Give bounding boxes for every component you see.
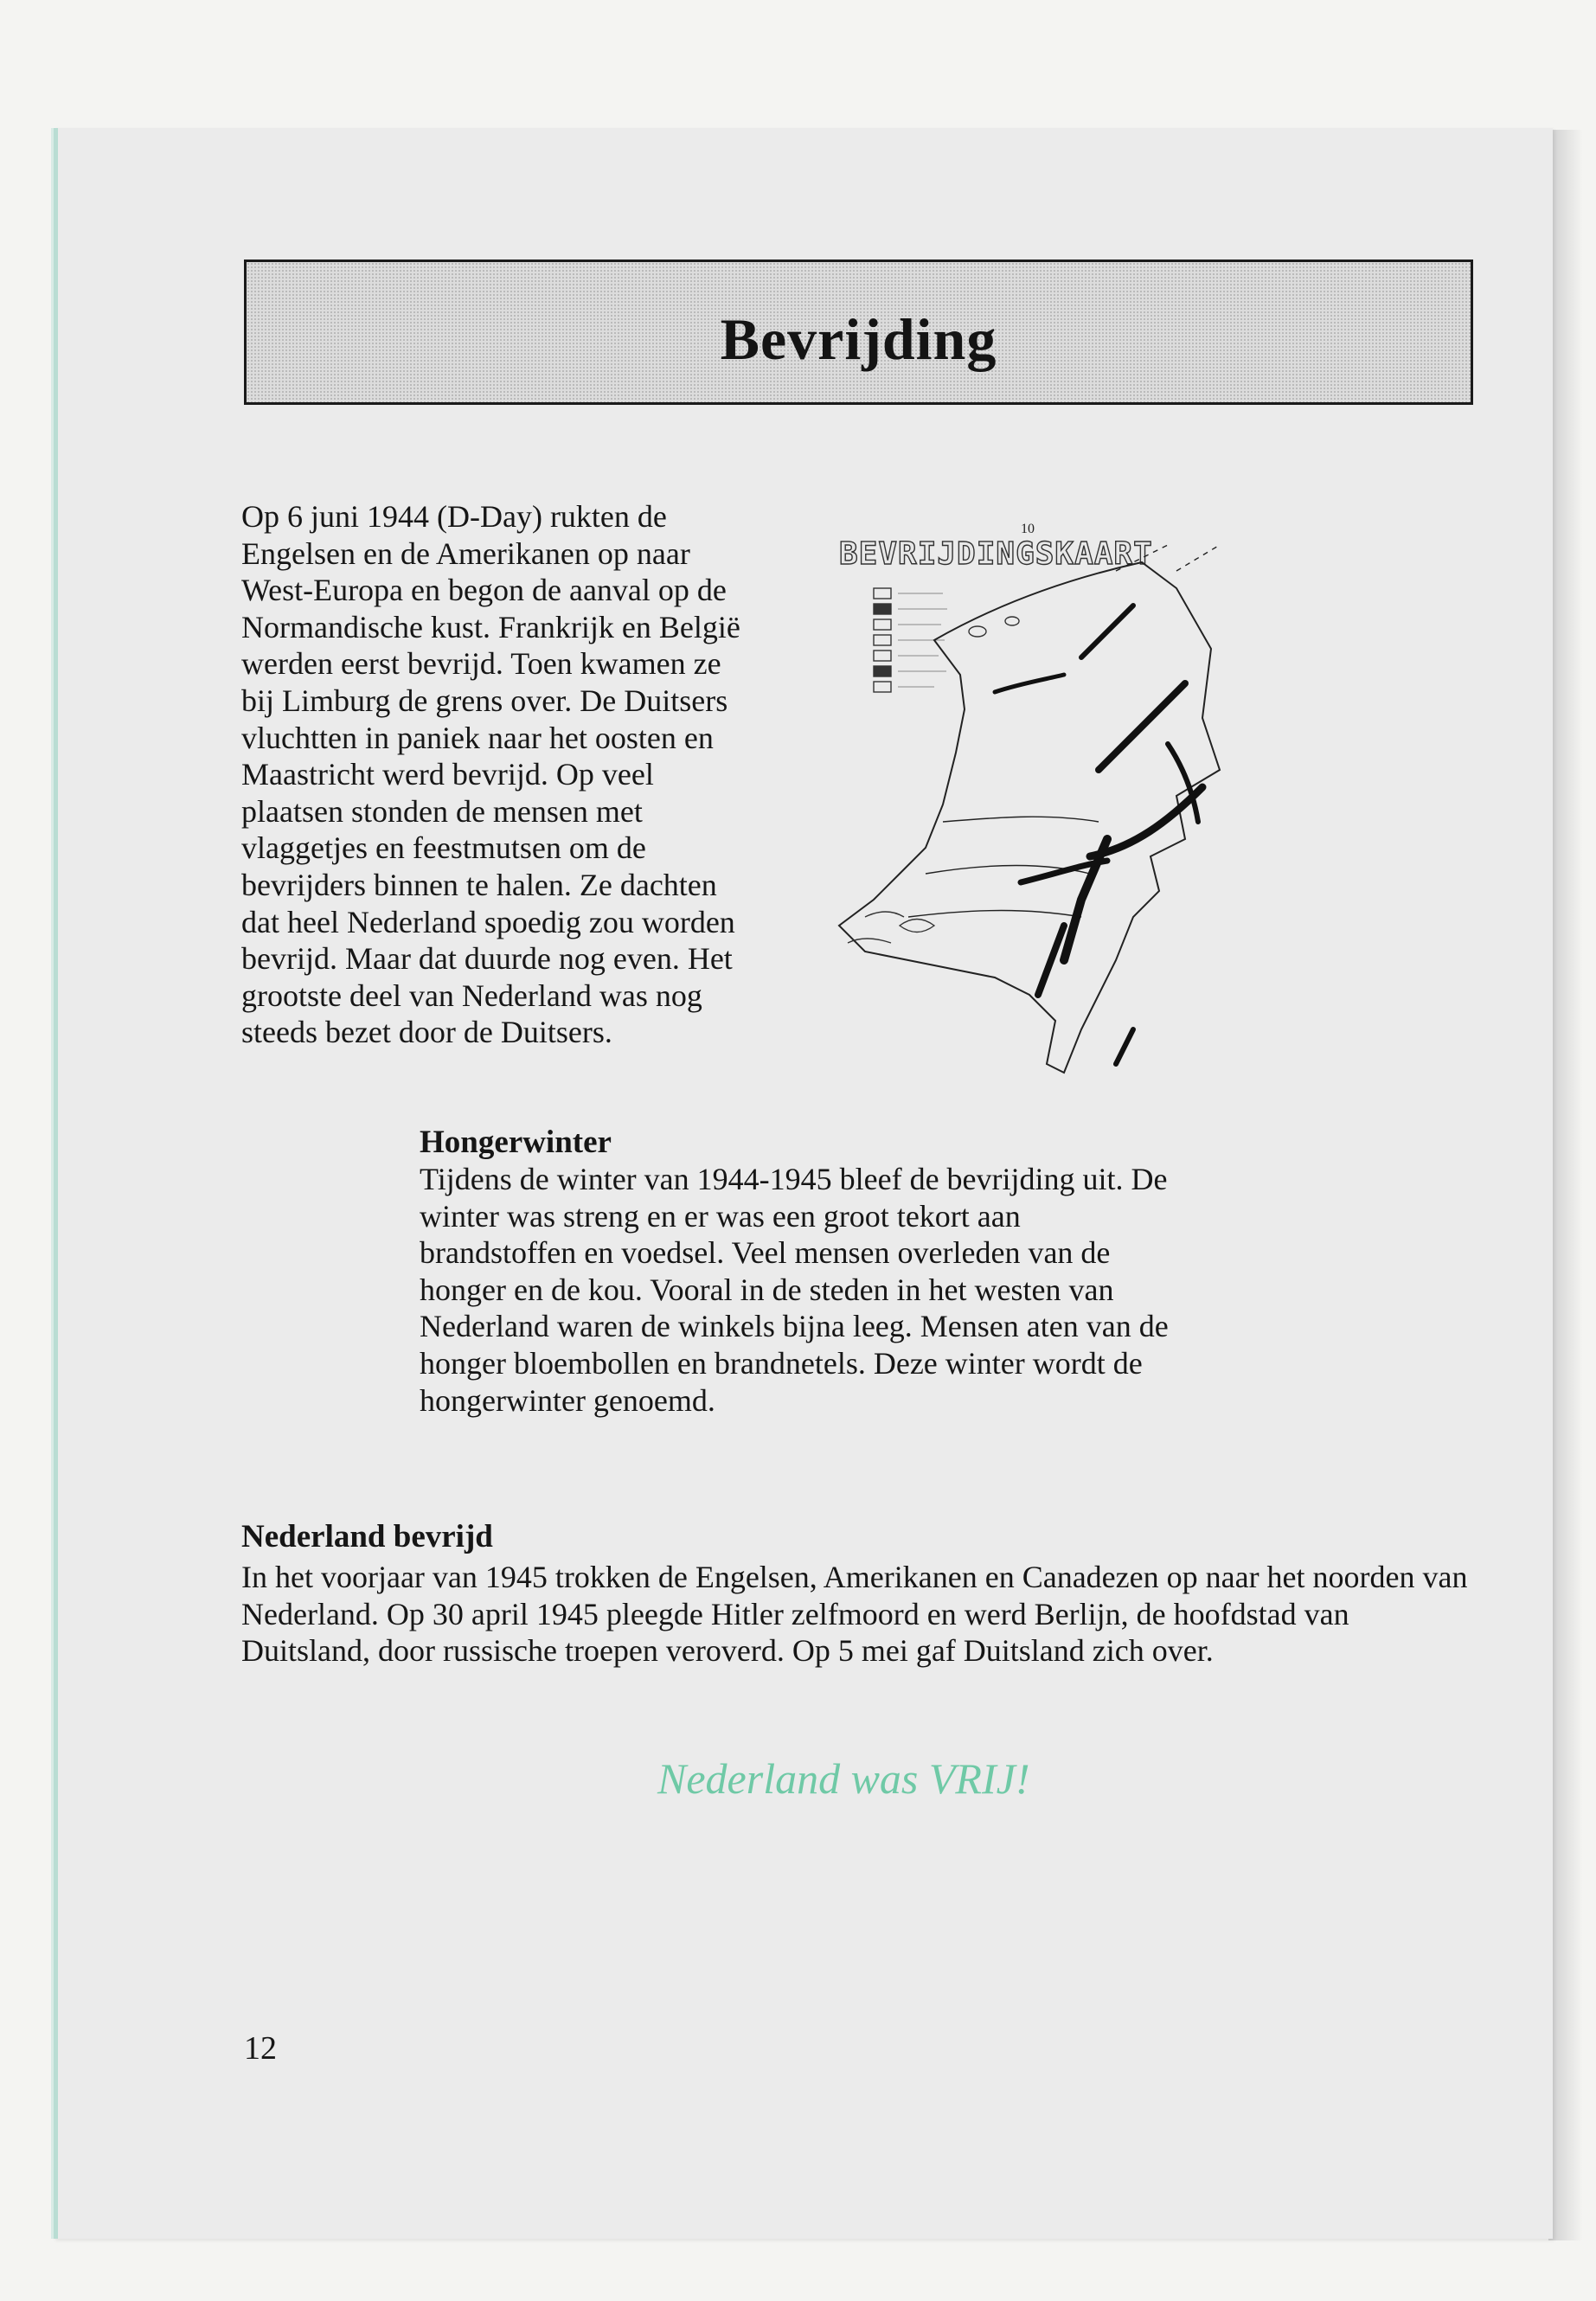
nederland-bevrijd-paragraph: In het voorjaar van 1945 trokken de Engelsen, Amerikanen en Canadezen op naar het noorden van Nederland. Op 30 april 1945 pleegde Hitler zelfmoord en werd Berlijn, de hoofdstad van Duitsland, door russische troepen veroverd. Op 5 mei gaf Duitsland zich over. [241, 1560, 1468, 1669]
page-number: 12 [244, 2030, 277, 2067]
title-banner [244, 260, 1473, 405]
liberation-map-figure [804, 510, 1263, 1099]
map-page-marker: 10 [1021, 522, 1035, 536]
netherlands-outline [839, 545, 1220, 1073]
nederland-bevrijd-heading: Nederland bevrijd [241, 1519, 493, 1554]
map-legend [874, 588, 947, 692]
hongerwinter-heading: Hongerwinter [420, 1125, 612, 1160]
page-title: Bevrijding [720, 305, 997, 372]
page-edge-shadow [1548, 130, 1583, 2240]
map-title: BEVRIJDINGSKAART [839, 536, 1153, 572]
hongerwinter-paragraph: Tijdens de winter van 1944-1945 bleef de bevrijding uit. De winter was streng en er was een groot tekort aan brandstoffen en voedsel. Veel mensen overleden van de honger en de kou. Vooral in de steden in het westen van Nederland waren de winkels bijna leeg. Mensen aten van de honger bloembollen en brandnetels. Deze winter wordt de hongerwinter genoemd. [420, 1162, 1169, 1418]
liberation-map [804, 510, 1263, 1099]
intro-paragraph: Op 6 juni 1944 (D-Day) rukten de Engelsen en de Amerikanen op naar West-Europa en begon de aanval op de Normandische kust. Frankrijk en België werden eerst bevrijd. Toen kwamen ze bij Limburg de grens over. De Duitsers vluchtten in paniek naar het oosten en Maastricht werd bevrijd. Op veel plaatsen stonden de mensen met vlaggetjes en feestmutsen om de bevrijders binnen te halen. Ze dachten dat heel Nederland spoedig zou worden bevrijd. Maar dat duurde nog even. Het grootste deel van Nederland was nog steeds bezet door de Duitsers. [241, 499, 740, 1050]
closing-line: Nederland was VRIJ! [657, 1754, 1030, 1803]
